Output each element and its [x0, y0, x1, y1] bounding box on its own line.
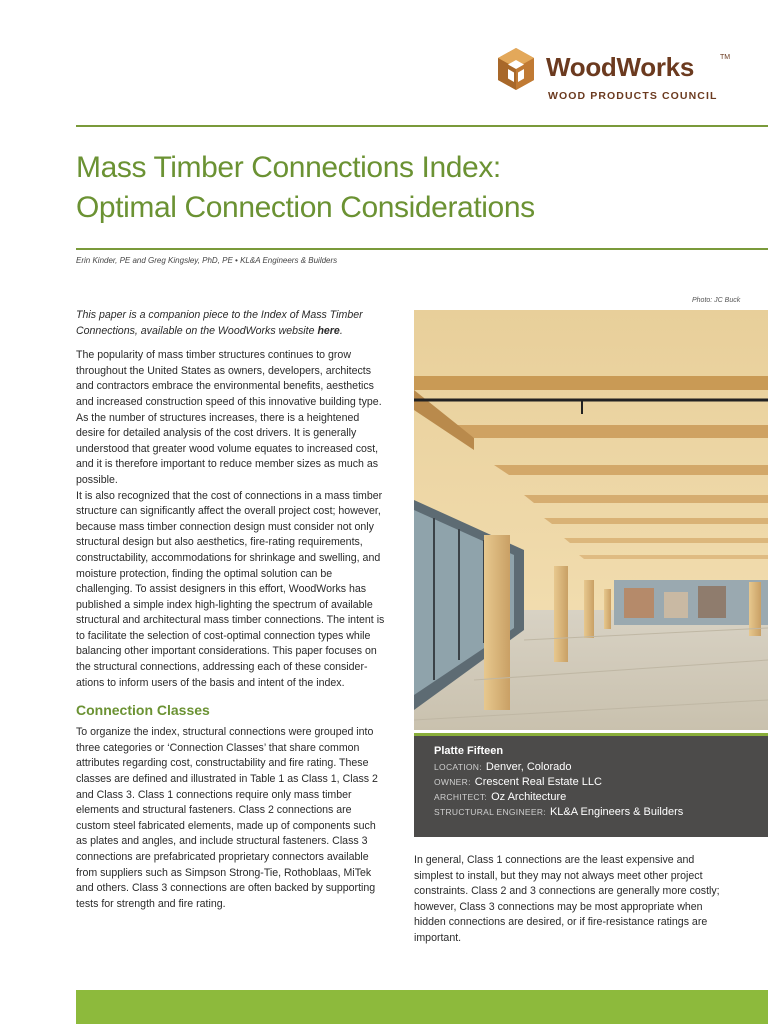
caption-label: OWNER: — [434, 777, 471, 787]
website-link[interactable]: here — [317, 324, 340, 337]
caption-row — [434, 760, 768, 775]
logo-trademark: TM — [720, 54, 731, 61]
building-interior-photo — [414, 310, 768, 730]
body-paragraph-2: It is also recognized that the cost of connections in a mass timber structure can significantly affect the overall project cost; however, because mass timber connection design must consider not only structural design but also aesthetics, fire-rating requirements, constructability, accommodations for shrinkage and swelling, and moisture protection, finding the optimal solution can be challenging. To assist designers in this effort, WoodWorks has published a simple index high-lighting the spectrum of available structural and architectural mass timber connections. The intent is to facilitate the selection of cost-optimal connection types while balancing other important considerations. This paper focuses on the structural connections, addressing each of these consider-ations to inform users of the basis and intent of the index. — [76, 489, 385, 689]
title-rule — [76, 248, 768, 250]
logo-wordmark: WoodWorks — [546, 52, 695, 82]
right-column-paragraph: In general, Class 1 connections are the least expensive and simplest to install, but they may not always meet other project constraints. Class 2 and 3 connections are generally more costly; however, Class 3 connections may be most appropriate when hidden connections are desired, or if fire-resistance ratings are important. — [414, 854, 720, 944]
woodworks-logo[interactable] — [496, 46, 736, 106]
section-paragraph: To organize the index, structural connections were grouped into three categories or ‘Connection Classes’ that share common attributes regarding cost, constructability and fire rating. These classes are defined and illustrated in Table 1 as Class 1, Class 2 and Class 3. Class 1 connections require only mass timber elements and structural fasteners. Class 2 connections are custom steel fabricated elements, made up of components such as plates and angles, and include structural fasteners. Class 3 connections are prefabricated proprietary connectors available from suppliers such as Simpson Strong-Tie, Rothoblaas, MiTek and others. Class 3 connections are often backed by supporting tests for strength and fire rating. — [76, 726, 378, 910]
caption-label: ARCHITECT: — [434, 792, 488, 802]
title-line-1: Mass Timber Connections Index: — [76, 151, 501, 184]
header-rule — [76, 125, 768, 127]
title-line-2: Optimal Connection Considerations — [76, 191, 535, 224]
body-paragraph-1: The popularity of mass timber structures continues to grow throughout the United States as owners, developers, architects and contractors embrace the environmental benefits, aesthetics and increased construction speed of this innovative building type. As the number of structures increases, there is a heightened desire for detailed analysis of the cost drivers. It is generally understood that greater wood volume equates to increased cost, and it is therefore important to reduce member sizes as much as possible. — [76, 349, 382, 486]
document-title — [76, 148, 756, 228]
woodworks-cube-icon — [496, 46, 536, 92]
footer-band — [76, 990, 768, 1024]
caption-value: KL&A Engineers & Builders — [549, 806, 684, 818]
intro-text: This paper is a companion piece to the Index of Mass Timber Connections, available on the WoodWorks website — [76, 309, 363, 337]
caption-row — [434, 775, 768, 790]
author-line: Erin Kinder, PE and Greg Kingsley, PhD, PE • KL&A Engineers & Builders — [76, 256, 338, 265]
photo-caption — [414, 733, 768, 837]
caption-row — [434, 790, 768, 805]
left-column — [76, 308, 386, 921]
caption-label: STRUCTURAL ENGINEER: — [434, 807, 546, 817]
caption-title: Platte Fifteen — [434, 745, 504, 757]
intro-paragraph — [76, 308, 386, 339]
caption-value: Oz Architecture — [491, 791, 567, 803]
photo-credit: Photo: JC Buck — [692, 297, 741, 304]
caption-value: Crescent Real Estate LLC — [474, 776, 602, 788]
section-heading: Connection Classes — [76, 702, 210, 719]
caption-row — [434, 805, 768, 820]
caption-label: LOCATION: — [434, 762, 482, 772]
intro-text-end: . — [339, 324, 343, 337]
caption-value: Denver, Colorado — [485, 761, 572, 773]
logo-subtitle: WOOD PRODUCTS COUNCIL — [548, 90, 718, 102]
